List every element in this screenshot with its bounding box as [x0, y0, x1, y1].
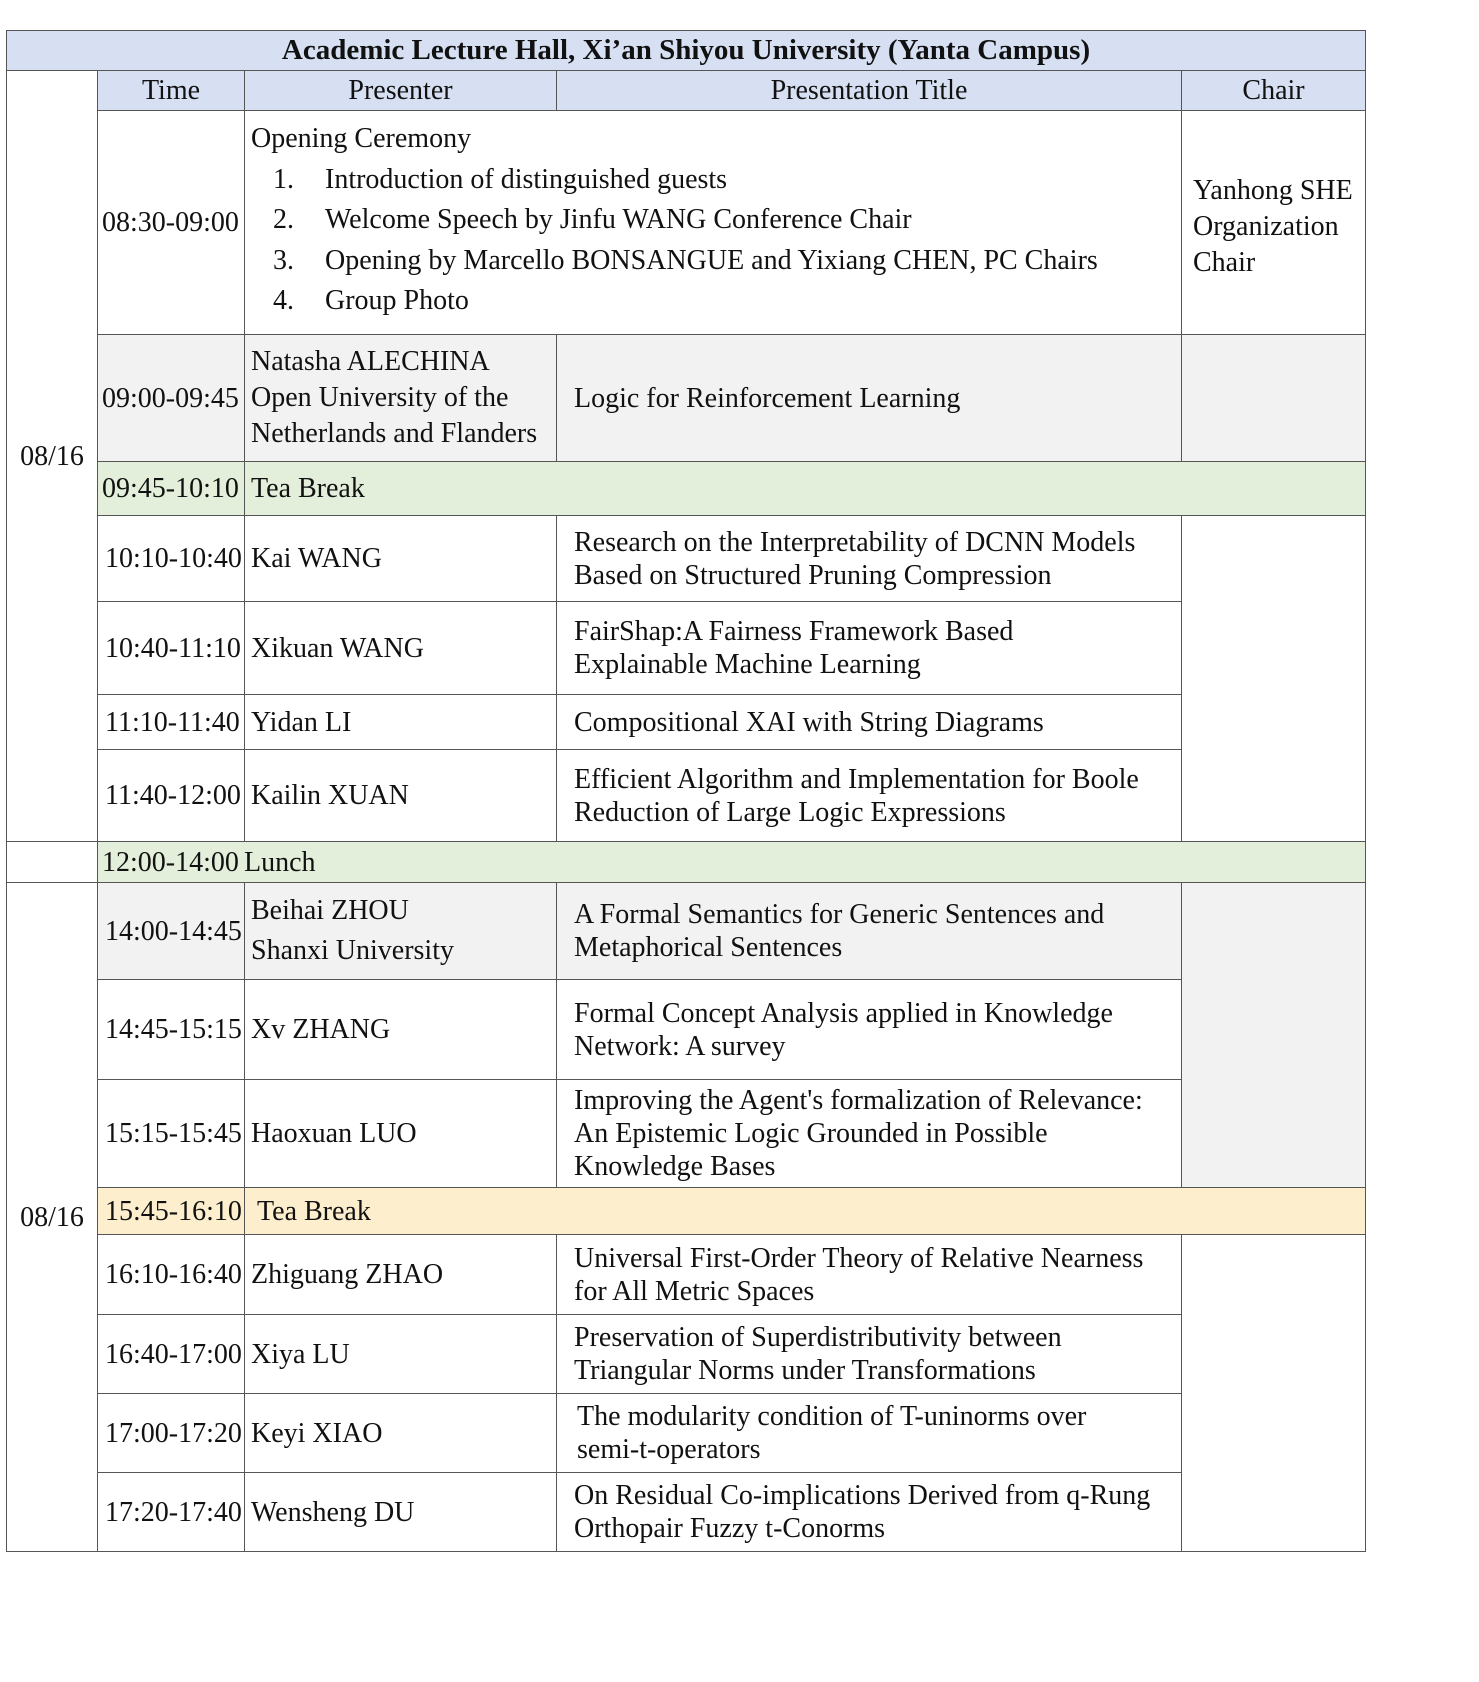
date-cell-lunch-blank [6, 841, 98, 883]
venue-header: Academic Lecture Hall, Xi’an Shiyou University (Yanta Campus) [6, 30, 1366, 71]
opening-agenda-list [251, 160, 1181, 322]
opening-ceremony-block [244, 110, 1182, 335]
keynote1-time: 09:00-09:45 [97, 334, 245, 462]
talk-presenter: Xiya LU [244, 1314, 557, 1394]
chair-cell-morning-talks [1181, 515, 1366, 842]
talk-title: Efficient Algorithm and Implementation for Boole Reduction of Large Logic Expressions [556, 749, 1182, 842]
opening-agenda-item: 2. Welcome Speech by Jinfu WANG Conference Chair [273, 204, 912, 235]
lunch-label: Lunch [244, 841, 1366, 883]
talk-presenter: Wensheng DU [244, 1472, 557, 1552]
date-cell-afternoon: 08/16 [6, 882, 98, 1552]
talk-time: 17:00-17:20 [97, 1393, 245, 1473]
talk-title: On Residual Co-implications Derived from q-Rung Orthopair Fuzzy t-Conorms [556, 1472, 1182, 1552]
talk-presenter: Xikuan WANG [244, 601, 557, 695]
talk-presenter: Haoxuan LUO [244, 1079, 557, 1188]
keynote2-title: A Formal Semantics for Generic Sentences and Metaphorical Sentences [556, 882, 1182, 980]
date-cell-morning: 08/16 [6, 70, 98, 842]
opening-heading: Opening Ceremony [251, 123, 472, 154]
chair-cell-keynote1 [1181, 334, 1366, 462]
break2-label: Tea Break [244, 1187, 1366, 1235]
talk-presenter: Kai WANG [244, 515, 557, 602]
opening-time: 08:30-09:00 [97, 110, 245, 335]
talk-title: Compositional XAI with String Diagrams [556, 694, 1182, 750]
talk-presenter: Keyi XIAO [244, 1393, 557, 1473]
talk-time: 17:20-17:40 [97, 1472, 245, 1552]
talk-presenter: Xv ZHANG [244, 979, 557, 1080]
column-header-chair: Chair [1181, 70, 1366, 111]
talk-time: 16:10-16:40 [97, 1234, 245, 1315]
talk-time: 10:10-10:40 [97, 515, 245, 602]
keynote1-presenter: Natasha ALECHINA Open University of the Netherlands and Flanders [244, 334, 557, 462]
talk-title: Universal First-Order Theory of Relative Nearness for All Metric Spaces [556, 1234, 1182, 1315]
column-header-time: Time [97, 70, 245, 111]
talk-time: 15:15-15:45 [97, 1079, 245, 1188]
chair-cell-opening: Yanhong SHE Organization Chair [1181, 110, 1366, 335]
opening-agenda-item: 1. Introduction of distinguished guests [273, 163, 728, 195]
talk-time: 11:10-11:40 [97, 694, 245, 750]
talk-time: 11:40-12:00 [97, 749, 245, 842]
opening-agenda-item: 4. Group Photo [273, 285, 469, 316]
talk-time: 10:40-11:10 [97, 601, 245, 695]
keynote2-time: 14:00-14:45 [97, 882, 245, 980]
keynote2-presenter: Beihai ZHOU Shanxi University [244, 882, 557, 980]
chair-cell-afternoon-1 [1181, 882, 1366, 1188]
opening-agenda-item: 3. Opening by Marcello BONSANGUE and Yixiang CHEN, PC Chairs [273, 244, 1098, 276]
break2-time: 15:45-16:10 [97, 1187, 245, 1235]
talk-title: Research on the Interpretability of DCNN Models Based on Structured Pruning Compression [556, 515, 1182, 602]
lunch-time: 12:00-14:00 [97, 841, 245, 883]
talk-title: The modularity condition of T-uninorms over semi-t-operators [556, 1393, 1182, 1473]
talk-title: Formal Concept Analysis applied in Knowledge Network: A survey [556, 979, 1182, 1080]
talk-title: Improving the Agent's formalization of Relevance: An Epistemic Logic Grounded in Possible Knowledge Bases [556, 1079, 1182, 1188]
column-header-presenter: Presenter [244, 70, 557, 111]
keynote1-title: Logic for Reinforcement Learning [556, 334, 1182, 462]
talk-title: Preservation of Superdistributivity between Triangular Norms under Transformations [556, 1314, 1182, 1394]
talk-time: 14:45-15:15 [97, 979, 245, 1080]
talk-presenter: Yidan LI [244, 694, 557, 750]
column-header-title: Presentation Title [556, 70, 1182, 111]
chair-cell-afternoon-2 [1181, 1234, 1366, 1552]
talk-time: 16:40-17:00 [97, 1314, 245, 1394]
break1-label: Tea Break [244, 461, 1366, 516]
talk-presenter: Zhiguang ZHAO [244, 1234, 557, 1315]
talk-title: FairShap:A Fairness Framework Based Explainable Machine Learning [556, 601, 1182, 695]
break1-time: 09:45-10:10 [97, 461, 245, 516]
talk-presenter: Kailin XUAN [244, 749, 557, 842]
